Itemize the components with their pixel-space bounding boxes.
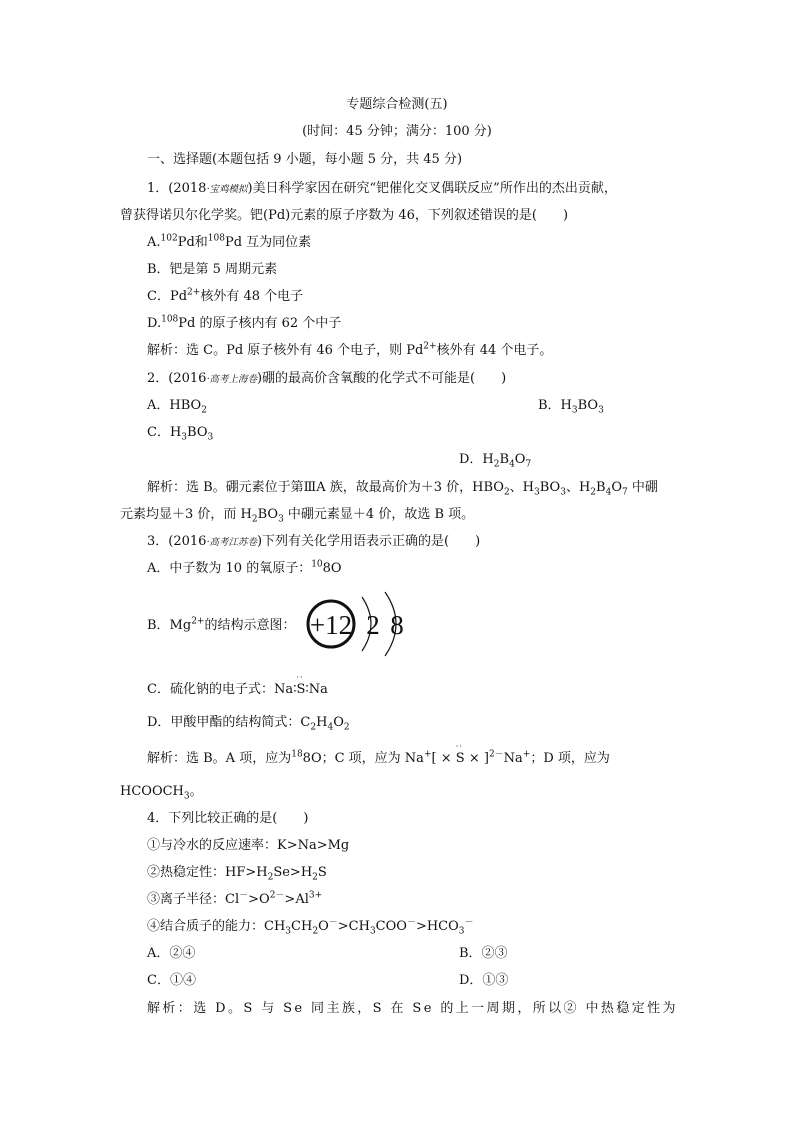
q2-option-a: A．$HBO_2$ xyxy=(147,398,207,416)
shell-1-electrons: 2 xyxy=(366,610,380,640)
q4-option-d: D．①③ xyxy=(459,973,509,988)
q4-item-4: ④结合质子的能力：$CH_3CH_2O^->CH_3COO^->HCO_3^-$ xyxy=(147,917,474,937)
q2-option-b: B．$H_3BO_3$ xyxy=(538,398,604,416)
q4-answer: 解析：选 D。S 与 Se 同主族，S 在 Se 的上一周期，所以② 中热稳定性为 xyxy=(147,1001,678,1016)
q4-stem: 4．下列比较正确的是( ) xyxy=(147,811,309,826)
q2-option-d: D．$H_2B_4O_7$ xyxy=(459,452,532,470)
nucleus-charge: +12 xyxy=(309,610,353,640)
q1-option-c: C．$Pd^{2+}$核外有 48 个电子 xyxy=(147,287,304,304)
q4-item-2: ②热稳定性：$HF>H_2Se>H_2S$ xyxy=(147,865,327,883)
q3-option-b: B．$Mg^{2+}$的结构示意图： xyxy=(147,616,296,633)
q3-stem: 3．(2016·高考江苏卷)下列有关化学用语表示正确的是( ) xyxy=(147,534,481,549)
q1-stem-line2: 曾获得诺贝尔化学奖。钯(Pd)元素的原子序数为 46，下列叙述错误的是( ) xyxy=(120,208,569,223)
q4-option-a: A．②④ xyxy=(147,946,196,961)
q4-item-3: ③离子半径：$Cl^->O^{2-}>Al^{3+}$ xyxy=(147,890,323,907)
q2-stem: 2．(2016·高考上海卷)硼的最高价含氧酸的化学式不可能是( ) xyxy=(147,371,507,386)
section-heading: 一、选择题(本题包括 9 小题，每小题 5 分，共 45 分) xyxy=(147,152,463,167)
q1-option-a: A.$^{102}$Pd和$^{108}$Pd 互为同位素 xyxy=(147,233,312,250)
q2-answer-line2: 元素均显＋3 价，而 $H_2BO_3$ 中硼元素显＋4 价，故选 B 项。 xyxy=(120,507,475,525)
q2-answer-line1: 解析：选 B。硼元素位于第ⅢA 族，故最高价为＋3 价，$HBO_2$、$H_3BO_3$、$H_2B_4O_7$ 中硼 xyxy=(147,480,658,498)
q3-option-a: A．中子数为 10 的氧原子：$^{10}$8O xyxy=(147,559,342,576)
q1-option-b: B．钯是第 5 周期元素 xyxy=(147,262,278,277)
q1-stem-line1: 1．(2018·宝鸡模拟)美日科学家因在研究“钯催化交叉偶联反应”所作出的杰出贡献， xyxy=(147,181,617,196)
shell-2-electrons: 8 xyxy=(390,610,404,640)
mg-ion-structure-diagram xyxy=(300,588,410,660)
q1-option-d: D.$^{108}$Pd 的原子核内有 62 个中子 xyxy=(147,314,342,331)
q2-option-c: C．$H_3BO_3$ xyxy=(147,425,214,443)
q1-answer: 解析：选 C。Pd 原子核外有 46 个电子，则 $Pd^{2+}$核外有 44 个电子。 xyxy=(147,341,553,358)
q4-option-c: C．①④ xyxy=(147,973,196,988)
q3-answer-line2: $HCOOCH_3$。 xyxy=(120,784,203,802)
q3-option-c: C．硫化钠的电子式：Na∶ ·· S∶Na xyxy=(147,673,328,697)
q4-option-b: B．②③ xyxy=(459,946,508,961)
q3-option-d: D．甲酸甲酯的结构简式：$C_2H_4O_2$ xyxy=(147,715,350,733)
q4-item-1: ①与冷水的反应速率：K>Na>Mg xyxy=(147,838,350,853)
document-subtitle: (时间：45 分钟；满分：100 分) xyxy=(302,124,492,139)
q3-answer-line1: 解析：选 B。A 项，应为$^{18}$8O；C 项，应为 Na+[ × ·· S × ]$^{2-}$Na+；D 项，应为 xyxy=(147,742,610,766)
document-title: 专题综合检测(五) xyxy=(346,97,448,112)
